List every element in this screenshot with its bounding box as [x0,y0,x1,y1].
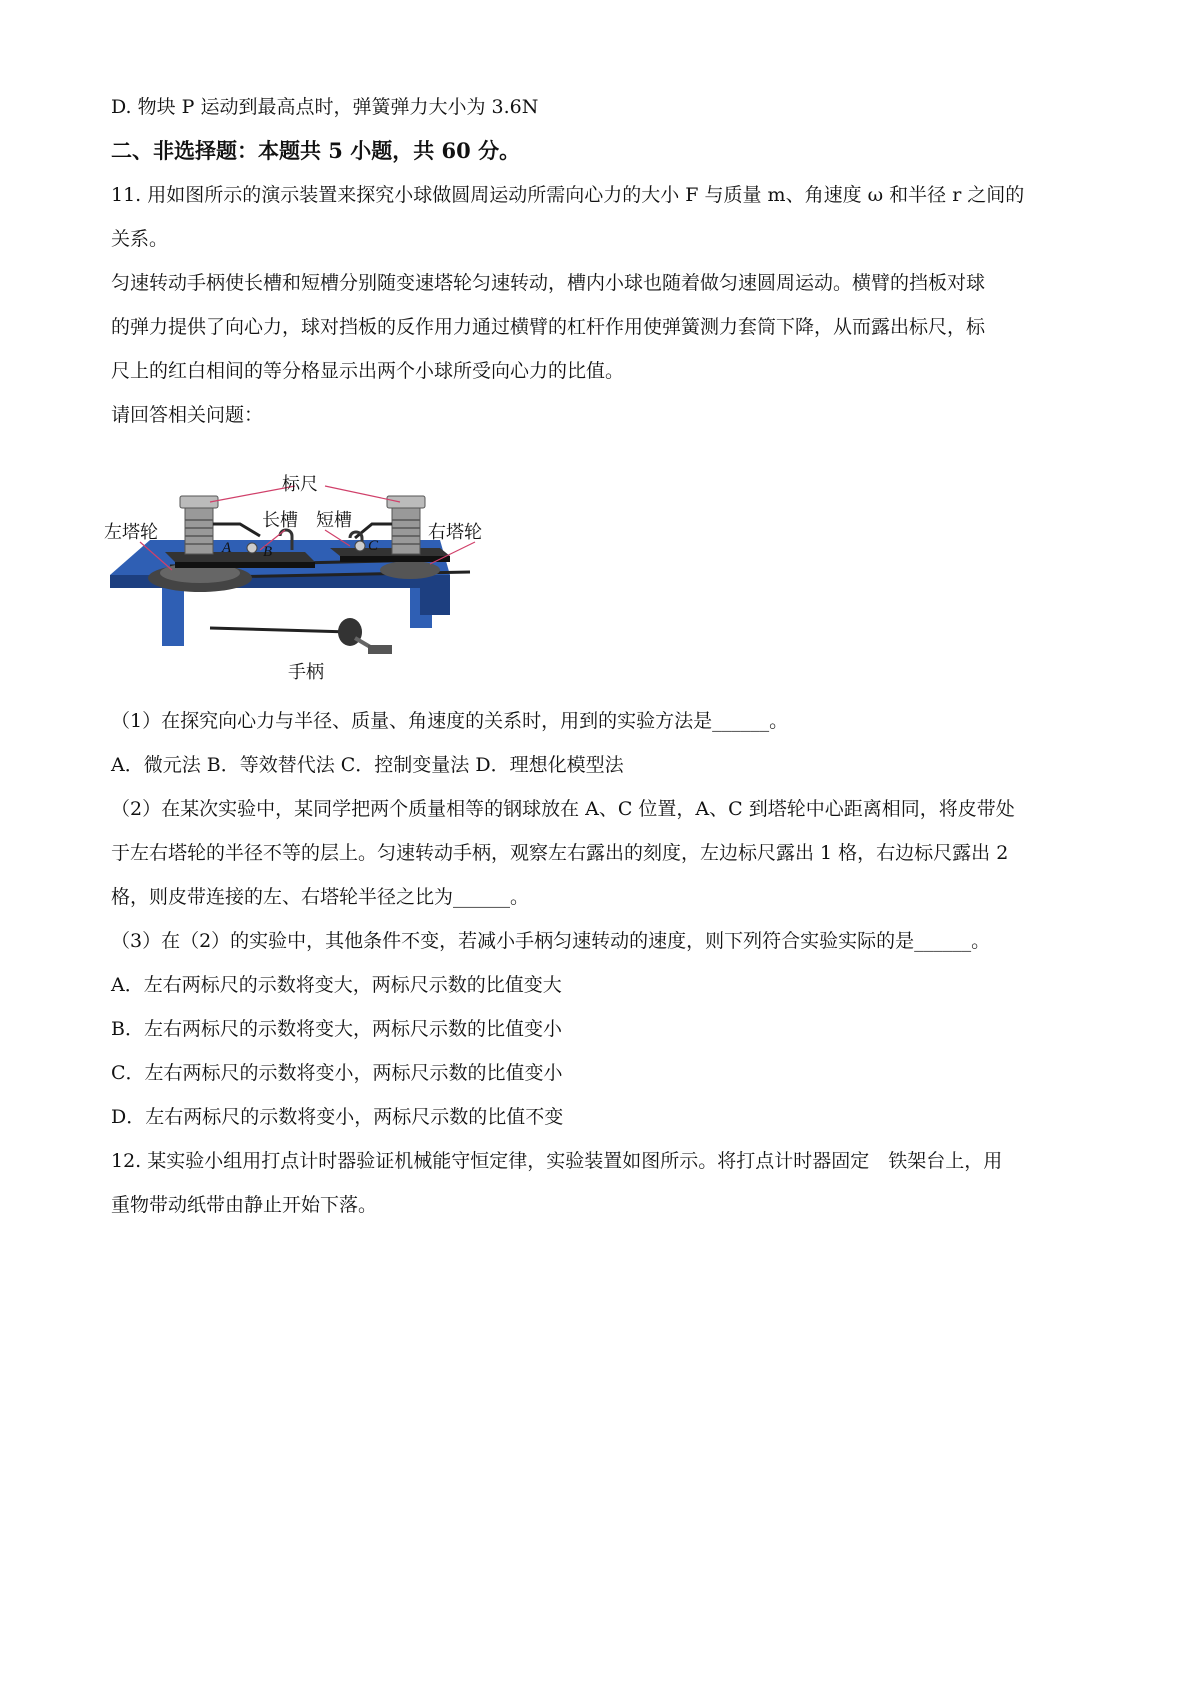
q12-stem-2: 重物带动纸带由静止开始下落。 [111,1194,378,1216]
q11-part3-option-a: A．左右两标尺的示数将变大，两标尺示数的比值变大 [111,974,562,996]
label-left-pulley: 左塔轮 [104,522,158,542]
q12-stem-1: 12. 某实验小组用打点计时器验证机械能守恒定律，实验装置如图所示。将打点计时器固定 铁架台上，用 [111,1150,1003,1172]
q11-desc-2: 的弹力提供了向心力，球对挡板的反作用力通过横臂的杠杆作用使弹簧测力套筒下降，从而露出标尺，标 [111,316,986,338]
q11-desc-3: 尺上的红白相间的等分格显示出两个小球所受向心力的比值。 [111,360,625,382]
q11-stem-2: 关系。 [111,228,169,250]
table-leg-left [162,588,184,646]
label-c: C [368,538,379,554]
label-handle: 手柄 [288,662,324,682]
label-long-slot: 长槽 [262,510,298,530]
q11-prompt: 请回答相关问题： [111,404,264,426]
q11-part2-1: （2）在某次实验中，某同学把两个质量相等的钢球放在 A、C 位置，A、C 到塔轮中心距离相同，将皮带处 [111,798,1015,820]
q11-part3-option-b: B．左右两标尺的示数将变大，两标尺示数的比值变小 [111,1018,562,1040]
q11-part3: （3）在（2）的实验中，其他条件不变，若减小手柄匀速转动的速度，则下列符合实验实际的是______。 [111,930,991,952]
q11-part1-options: A．微元法 B．等效替代法 C．控制变量法 D．理想化模型法 [111,754,624,776]
centripetal-apparatus-figure [104,474,530,740]
section-heading: 二、非选择题：本题共 5 小题，共 60 分。 [111,138,521,163]
q11-part3-option-d: D．左右两标尺的示数将变小，两标尺示数的比值不变 [111,1106,564,1128]
label-b: B [263,544,273,560]
label-right-pulley: 右塔轮 [428,522,482,542]
ball-b [247,543,257,553]
q11-part3-option-c: C．左右两标尺的示数将变小，两标尺示数的比值变小 [111,1062,563,1084]
ball-c [355,541,365,551]
label-a: A [222,540,232,556]
q11-part1: （1）在探究向心力与半径、质量、角速度的关系时，用到的实验方法是______。 [111,710,789,732]
label-scale: 标尺 [282,474,318,494]
q11-desc-1: 匀速转动手柄使长槽和短槽分别随变速塔轮匀速转动，槽内小球也随着做匀速圆周运动。横臂的挡板对球 [111,272,986,294]
option-d-prev: D. 物块 P 运动到最高点时，弹簧弹力大小为 3.6N [111,96,539,118]
q11-stem-1: 11. 用如图所示的演示装置来探究小球做圆周运动所需向心力的大小 F 与质量 m、角速度 ω 和半径 r 之间的 [111,184,1025,206]
q11-part2-3: 格，则皮带连接的左、右塔轮半径之比为______。 [111,886,530,908]
label-short-slot: 短槽 [316,510,352,530]
handle-grip [368,645,392,654]
q11-part2-2: 于左右塔轮的半径不等的层上。匀速转动手柄，观察左右露出的刻度，左边标尺露出 1 格，右边标尺露出 2 [111,842,1009,864]
